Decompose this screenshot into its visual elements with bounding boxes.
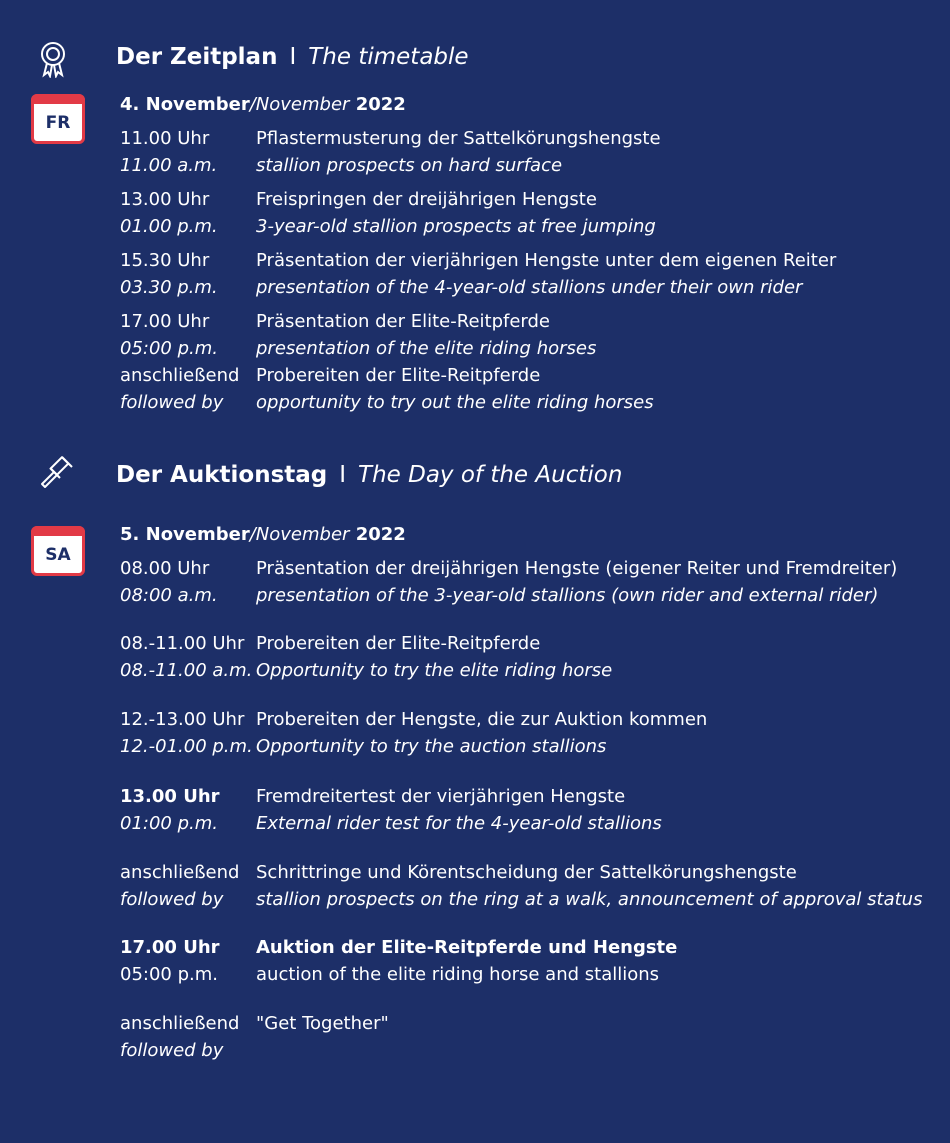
date-heading-friday: 4. November/November 2022 [120,94,406,115]
gavel-icon [38,455,74,491]
date-heading-saturday: 5. November/November 2022 [120,524,406,545]
award-ribbon-icon [37,40,69,78]
section-title-timetable: Der Zeitplan I The timetable [116,44,469,70]
timetable-panel: Der Zeitplan I The timetable FR 4. November/November 2022 11.00 Uhr Pflastermusterung der Sattelkörungshengste 11.00 a.m. stallion prospects on hard surface 13.00 Uhr Freispringen der dreijährigen Hengste 01.00 p.m. 3-year-old stallion prospects at free jumping 15.30 Uhr Präsentation der vierjährigen Hengste unter dem eigenen Reiter 03.30 p.m. presentation of the 4-year-old stallions under their own rider 17.00 Uhr Präsentation der Elite-Reitpferde 05:00 p.m. presentation of the elite riding horses anschließend Probereiten der Elite-Reitpferde followed by opportunity to try out the elite riding horses Der Auktionstag I The Day of the Auction SA 5. November/November 2022 08.00 Uhr Präsentation der dreijährigen Hengste (eigener Reiter und Fremdreiter) 08:00 a.m. presentation of the 3-year-old stallions (own rider and external rider) 08.-11.00 Uhr Probereiten der Elite-Reitpferde 08.-11.00 a.m. Opportunity to try the elite riding horse 12.-13.00 Uhr Probereiten der Hengste, die zur Auktion kommen 12.-01.00 p.m. Opportunity to try the auction stallions 13.00 Uhr Fremdreitertest der vierjährigen Hengste 01:00 p.m. External rider test for the 4-year-old stallions anschließend Schrittringe und Körentscheidung der Sattelkörungshengste followed by stallion prospects on the ring at a walk, announcement of approval status 17.00 Uhr Auktion der Elite-Reitpferde und Hengste 05:00 p.m. auction of the elite riding horse and stallions anschließend "Get Together" followed by [0,0,950,1143]
calendar-badge-saturday: SA [31,526,85,576]
section-title-auction-day: Der Auktionstag I The Day of the Auction [116,462,623,488]
calendar-badge-friday: FR [31,94,85,144]
